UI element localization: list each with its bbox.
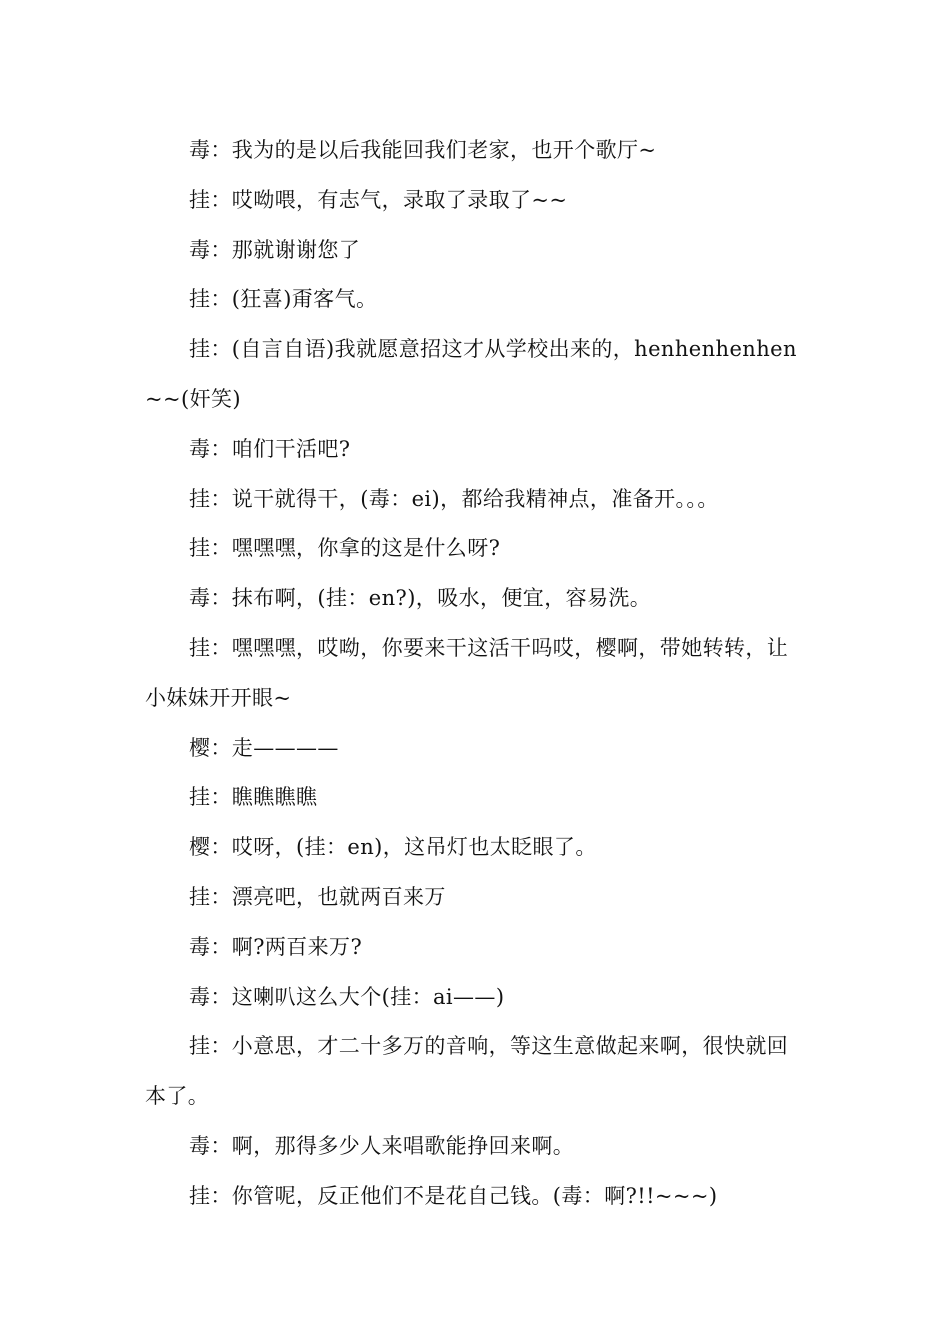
dialogue-line: 毒：抹布啊，(挂：en?)，吸水，便宜，容易洗。 <box>189 586 652 611</box>
dialogue-line: 挂：哎呦喂，有志气，录取了录取了~~ <box>189 187 568 212</box>
dialogue-line: 挂：漂亮吧，也就两百来万 <box>189 884 446 909</box>
dialogue-line: 挂：嘿嘿嘿，你拿的这是什么呀? <box>189 536 501 561</box>
dialogue-line: 挂：说干就得干，(毒：ei)，都给我精神点，准备开。。。 <box>189 486 719 511</box>
dialogue-line: 樱：走———— <box>189 735 339 760</box>
dialogue-line: 挂：(狂喜)甭客气。 <box>189 287 378 312</box>
dialogue-line: 挂：小意思，才二十多万的音响，等这生意做起来啊，很快就回本了。 <box>145 1034 789 1109</box>
dialogue-line: 挂：(自言自语)我就愿意招这才从学校出来的，henhenhenhen~~(奸笑) <box>145 337 797 411</box>
dialogue-line: 毒：咱们干活吧? <box>189 436 351 461</box>
dialogue-body <box>145 126 805 1222</box>
dialogue-line: 毒：那就谢谢您了 <box>189 237 361 262</box>
dialogue-line: 挂：你管呢，反正他们不是花自己钱。(毒：啊?!!~~~) <box>189 1183 718 1208</box>
dialogue-line: 毒：这喇叭这么大个(挂：ai——) <box>189 984 505 1009</box>
dialogue-line: 毒：啊?两百来万? <box>189 934 363 959</box>
dialogue-line: 毒：啊，那得多少人来唱歌能挣回来啊。 <box>189 1133 575 1158</box>
dialogue-line: 挂：瞧瞧瞧瞧 <box>189 785 318 810</box>
dialogue-line: 毒：我为的是以后我能回我们老家，也开个歌厅~ <box>189 138 657 162</box>
dialogue-line: 挂：嘿嘿嘿，哎呦，你要来干这活干吗哎，樱啊，带她转转，让小妹妹开开眼~ <box>145 635 789 710</box>
dialogue-line: 樱：哎呀，(挂：en)，这吊灯也太眨眼了。 <box>189 835 597 860</box>
